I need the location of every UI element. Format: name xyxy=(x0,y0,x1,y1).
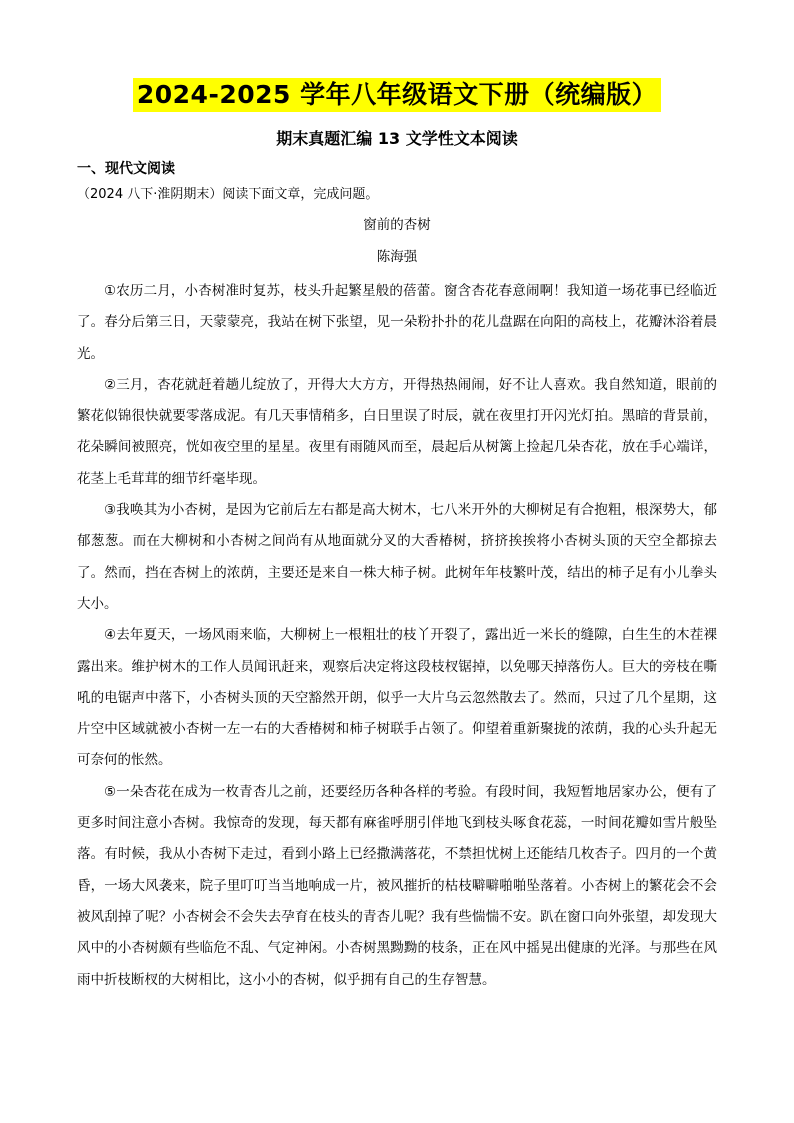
page-title: 2024-2025 学年八年级语文下册（统编版） xyxy=(133,78,661,112)
paragraph-4: ④去年夏天，一场风雨来临，大柳树上一根粗壮的枝丫开裂了，露出近一米长的缝隙，白生生的木茬裸露出来。维护树木的工作人员闻讯赶来，观察后决定将这段枝杈锯掉，以免哪天掉落伤人。巨大的旁枝在嘶吼的电锯声中落下，小杏树头顶的天空豁然开朗，似乎一大片乌云忽然散去了。然而，只过了几个星期，这片空中区域就被小杏树一左一右的大香椿树和柿子树联手占领了。仰望着重新聚拢的浓荫，我的心头升起无可奈何的怅然。 xyxy=(77,627,717,769)
paragraph-2: ②三月，杏花就赶着趟儿绽放了，开得大大方方，开得热热闹闹，好不让人喜欢。我自然知道，眼前的繁花似锦很快就要零落成泥。有几天事情稍多，白日里误了时辰，就在夜里打开闪光灯拍。黑暗的背景前，花朵瞬间被照亮，恍如夜空里的星星。夜里有雨随风而至，晨起后从树篱上捡起几朵杏花，放在手心端详，花茎上毛茸茸的细节纤毫毕现。 xyxy=(77,376,717,487)
article-author: 陈海强 xyxy=(376,249,418,265)
article-body xyxy=(77,276,717,996)
page-subtitle: 期末真题汇编 13 文学性文本阅读 xyxy=(276,129,518,148)
article-title: 窗前的杏树 xyxy=(363,217,431,233)
section-heading: 一、现代文阅读 xyxy=(77,161,175,177)
question-source: （2024 八下·淮阴期末）阅读下面文章，完成问题。 xyxy=(77,187,379,202)
paragraph-1: ①农历二月，小杏树准时复苏，枝头升起繁星般的蓓蕾。窗含杏花春意闹啊！我知道一场花事已经临近了。春分后第三日，天蒙蒙亮，我站在树下张望，见一朵粉扑扑的花儿盘踞在向阳的高枝上，花瓣沐浴着晨光。 xyxy=(77,283,717,362)
paragraph-3: ③我唤其为小杏树，是因为它前后左右都是高大树木，七八米开外的大柳树足有合抱粗，根深势大，郁郁葱葱。而在大柳树和小杏树之间尚有从地面就分叉的大香椿树，挤挤挨挨将小杏树头顶的天空全都掠去了。然而，挡在杏树上的浓荫，主要还是来自一株大柿子树。此树年年枝繁叶茂，结出的柿子足有小儿拳头大小。 xyxy=(77,502,717,612)
paragraph-5: ⑤一朵杏花在成为一枚青杏儿之前，还要经历各种各样的考验。有段时间，我短暂地居家办公，便有了更多时间注意小杏树。我惊奇的发现，每天都有麻雀呼朋引伴地飞到枝头啄食花蕊，一时间花瓣如雪片般坠落。有时候，我从小杏树下走过，看到小路上已经撒满落花，不禁担忧树上还能结几枚杏子。四月的一个黄昏，一场大风袭来，院子里叮叮当当地响成一片，被风摧折的枯枝噼噼啪啪坠落着。小杏树上的繁花会不会被风刮掉了呢？小杏树会不会失去孕育在枝头的青杏儿呢？我有些惴惴不安。趴在窗口向外张望，却发现大风中的小杏树颇有些临危不乱、气定神闲。小杏树黑黝黝的枝条，正在风中摇晃出健康的光泽。与那些在风雨中折枝断杈的大树相比，这小小的杏树，似乎拥有自己的生存智慧。 xyxy=(77,783,717,988)
title-area xyxy=(0,78,794,112)
